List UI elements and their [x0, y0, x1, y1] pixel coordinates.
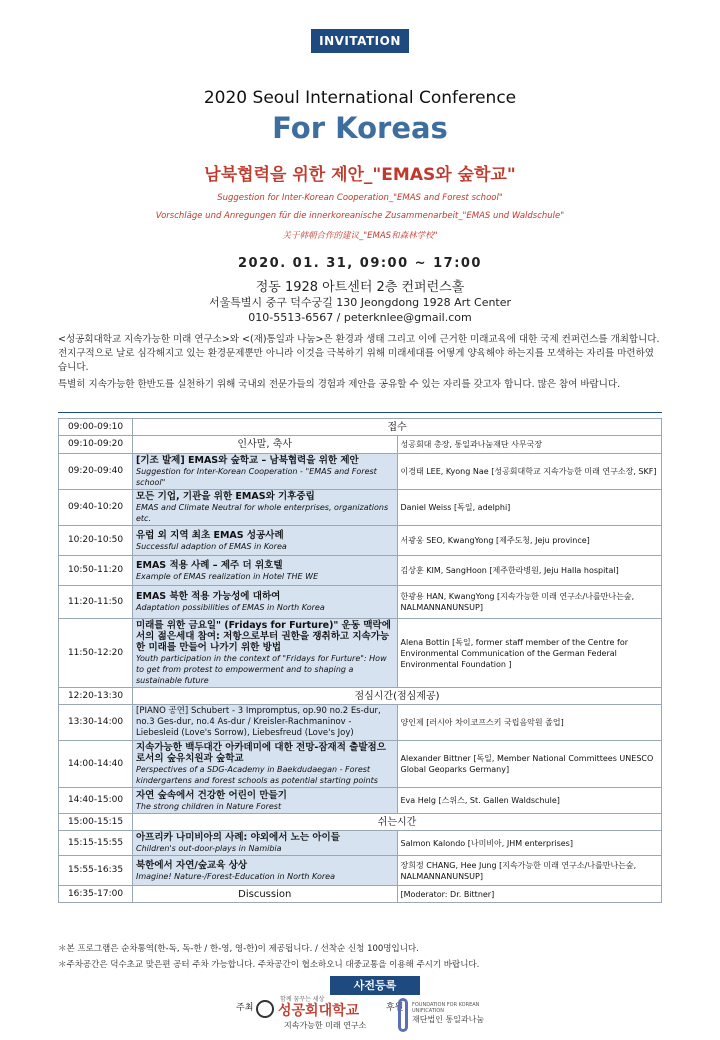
program-session	[133, 831, 398, 856]
for-koreas-title: For Koreas	[272, 111, 448, 145]
program-time: 11:50-12:20	[59, 619, 133, 688]
program-row	[59, 490, 662, 526]
program-time: 09:00-09:10	[59, 419, 133, 436]
program-time: 14:40-15:00	[59, 788, 133, 814]
program-speaker: [Moderator: Dr. Bittner]	[397, 886, 662, 903]
program-time: 09:40-10:20	[59, 490, 133, 526]
event-contact: 010-5513-6567 / peterknlee@gmail.com	[248, 311, 472, 324]
session-title-korean: 북한에서 자연/숲교육 상상	[136, 859, 248, 871]
session-title-korean: EMAS 북한 적용 가능성에 대하여	[136, 591, 281, 602]
session-title-english: Perspectives of a SDG-Academy in Baekdudaegan - Forest kindergartens and forest schools as potential starting points	[136, 765, 378, 785]
program-speaker: 이경태 LEE, Kyong Nae [성공회대학교 지속가능한 미래 연구소장, SKF]	[397, 454, 662, 490]
session-title-english: Adaptation possibilities of EMAS in North Korea	[136, 603, 325, 612]
program-session: 점심시간(점심제공)	[133, 688, 662, 705]
program-time: 09:20-09:40	[59, 454, 133, 490]
program-session: 접수	[133, 419, 662, 436]
invitation-badge: INVITATION	[311, 29, 409, 53]
event-date: 2020. 01. 31, 09:00 ~ 17:00	[238, 256, 482, 271]
program-row	[59, 705, 662, 741]
event-venue: 정동 1928 아트센터 2층 컨퍼런스홀	[255, 280, 465, 295]
program-speaker: 서광웅 SEO, KwangYong [제주도청, Jeju province]	[397, 526, 662, 556]
program-row	[59, 419, 662, 436]
intro-paragraph-1: <성공회대학교 지속가능한 미래 연구소>와 <(재)통일과 나눔>은 환경과 생태 그리고 이에 근거한 미래교육에 대한 국제 컨퍼런스를 개최합니다. 전지구적으로 날로 심각해지고 있는 환경문제뿐만 아니라 이것을 극복하기 위해 미래세대를 어떻게 양육해야 하는지를 모색하는 자리를 마련하였습니다.	[58, 334, 660, 373]
session-title-korean: 유럽 외 지역 최초 EMAS 성공사례	[136, 529, 284, 541]
host-logo-name: 성공회대학교	[278, 1003, 360, 1019]
session-title-english: Imagine! Nature-/Forest-Education in North Korea	[136, 871, 335, 881]
session-title: [PIANO 공연] Schubert - 3 Impromptus, op.90 no.2 Es-dur, no.3 Ges-dur, no.4 As-dur / Kreisler-Rachmaninov - Liebesleid (Love's Sorrow), Liebesfreud (Love's Joy)	[136, 706, 381, 738]
session-title-korean: 아프리카 나미비아의 사례: 야외에서 노는 아이들	[136, 832, 340, 843]
intro-paragraph-2: 특별히 지속가능한 한반도를 실천하기 위해 국내외 전문가들의 경험과 제안을 공유할 수 있는 자리를 갖고자 합니다. 많은 참여 바랍니다.	[58, 379, 621, 390]
registration-button[interactable]: 사전등록	[330, 976, 420, 995]
program-row	[59, 436, 662, 454]
session-title-korean: 미래를 위한 금요일" (Fridays for Furture)" 운동 맥락에서의 젊은세대 참여: 저항으로부터 권한을 쟁취하고 지속가능한 미래를 만들어 나가기 위한 방법	[136, 620, 391, 653]
university-emblem-icon	[256, 1000, 274, 1018]
divider	[58, 412, 662, 413]
event-address: 서울특별시 중구 덕수궁길 130 Jeongdong 1928 Art Center	[208, 296, 512, 309]
program-speaker: 성공회대 총장, 통일과나눔재단 사무국장	[397, 436, 662, 454]
session-title-english: Example of EMAS realization in Hotel THE WE	[136, 571, 319, 581]
program-row	[59, 688, 662, 705]
session-title-korean: 모든 기업, 기관을 위한 EMAS와 기후중립	[136, 491, 315, 502]
program-session: 인사말, 축사	[133, 436, 398, 454]
host-logo-sub: 지속가능한 미래 연구소	[284, 1021, 367, 1030]
session-title-english: Suggestion for Inter-Korean Cooperation - "EMAS and Forest school"	[136, 467, 377, 487]
subtitle-english: Suggestion for Inter-Korean Cooperation_"EMAS and Forest school"	[217, 193, 503, 203]
program-row	[59, 556, 662, 586]
session-title-english: The strong children in Nature Forest	[136, 801, 282, 811]
program-session	[133, 788, 398, 814]
session-title-korean: EMAS 적용 사례 – 제주 더 위호텔	[136, 559, 283, 571]
program-time: 14:00-14:40	[59, 741, 133, 788]
program-speaker: 양인제 [러시아 차이코프스키 국립음악원 졸업]	[397, 705, 662, 741]
program-session	[133, 741, 398, 788]
program-time: 16:35-17:00	[59, 886, 133, 903]
program-session: 쉬는시간	[133, 814, 662, 831]
program-speaker: Eva Helg [스위스, St. Gallen Waldschule]	[397, 788, 662, 814]
note-interpretation: ＊본 프로그램은 순차통역(한-독, 독-한 / 한-영, 영-한)이 제공됩니다. / 선착순 신청 100명입니다.	[58, 944, 419, 954]
sponsor-label: 후원	[386, 1003, 404, 1013]
host-label: 주최	[236, 1003, 254, 1013]
program-table	[58, 418, 662, 903]
session-title-korean: 지속가능한 백두대간 아카데미에 대한 전망-잠재적 출발점으로서의 숲유치원과 숲학교	[136, 742, 386, 764]
program-time: 10:20-10:50	[59, 526, 133, 556]
program-row	[59, 814, 662, 831]
session-title-english: Youth participation in the context of "Fridays for Furture": How to get from protest to empowerment and to shaping a sustainable future	[136, 654, 387, 685]
program-row	[59, 526, 662, 556]
program-time: 15:15-15:55	[59, 831, 133, 856]
program-session	[133, 856, 398, 886]
program-time: 13:30-14:00	[59, 705, 133, 741]
program-time: 12:20-13:30	[59, 688, 133, 705]
program-row	[59, 788, 662, 814]
sponsor-logo-name: 재단법인 통일과나눔	[412, 1015, 485, 1024]
sponsor-logo-tagline: FOUNDATION FOR KOREAN UNIFICATION	[412, 1002, 480, 1014]
sponsor-logo	[398, 996, 488, 1036]
program-speaker: 한광용 HAN, KwangYong [지속가능한 미래 연구소/나를만나는숲, NALMANNANUNSUP]	[397, 586, 662, 619]
subtitle-german: Vorschläge und Anregungen für die innerkoreanische Zusammenarbeit_"EMAS und Waldschule"	[155, 211, 565, 221]
program-speaker: 김상훈 KIM, SangHoon [제주한라병원, Jeju Halla hospital]	[397, 556, 662, 586]
program-speaker: Alexander Bittner [독일, Member National Committees UNESCO Global Geoparks Germany]	[397, 741, 662, 788]
program-session	[133, 490, 398, 526]
program-time: 15:00-15:15	[59, 814, 133, 831]
note-parking: ＊주차공간은 덕수초교 맞은편 공터 주차 가능합니다. 주차공간이 협소하오니 대중교통을 이용해 주시기 바랍니다.	[58, 960, 480, 970]
host-logo-tagline: 함께 꿈꾸는 세상	[280, 996, 325, 1003]
program-row	[59, 454, 662, 490]
program-speaker: Daniel Weiss [독일, adelphi]	[397, 490, 662, 526]
program-session: Discussion	[133, 886, 398, 903]
subtitle-chinese: 关于韩朝合作的建议_"EMAS和森林学校"	[282, 231, 438, 241]
program-session	[133, 556, 398, 586]
program-session	[133, 619, 398, 688]
program-speaker: 장희정 CHANG, Hee Jung [지속가능한 미래 연구소/나를만나는숲, NALMANNANUNSUP]	[397, 856, 662, 886]
program-time: 09:10-09:20	[59, 436, 133, 454]
program-time: 10:50-11:20	[59, 556, 133, 586]
program-row	[59, 886, 662, 903]
session-title-english: Successful adaption of EMAS in Korea	[136, 541, 287, 551]
program-row	[59, 619, 662, 688]
program-row	[59, 741, 662, 788]
program-time: 15:55-16:35	[59, 856, 133, 886]
host-logo	[256, 998, 386, 1038]
foundation-mark-icon	[398, 998, 408, 1032]
program-speaker: Salmon Kalondo [나미비아, JHM enterprises]	[397, 831, 662, 856]
program-speaker: Alena Bottin [독일, former staff member of the Centre for Environmental Communication of the German Federal Environmental Foundation ]	[397, 619, 662, 688]
program-session	[133, 454, 398, 490]
session-title-korean: [기조 발제] EMAS와 숲학교 – 남북협력을 위한 제안	[136, 455, 359, 466]
korean-title: 남북협력을 위한 제안_"EMAS와 숲학교"	[204, 165, 516, 185]
program-time: 11:20-11:50	[59, 586, 133, 619]
program-session	[133, 586, 398, 619]
program-row	[59, 586, 662, 619]
program-session	[133, 705, 398, 741]
program-session	[133, 526, 398, 556]
session-title-english: EMAS and Climate Neutral for whole enterprises, organizations etc.	[136, 503, 389, 523]
program-row	[59, 831, 662, 856]
conference-title: 2020 Seoul International Conference	[203, 88, 517, 108]
session-title-english: Children's out-door-plays in Namibia	[136, 844, 282, 853]
session-title-korean: 자연 숲속에서 건강한 어린이 만들기	[136, 789, 287, 801]
program-row	[59, 856, 662, 886]
